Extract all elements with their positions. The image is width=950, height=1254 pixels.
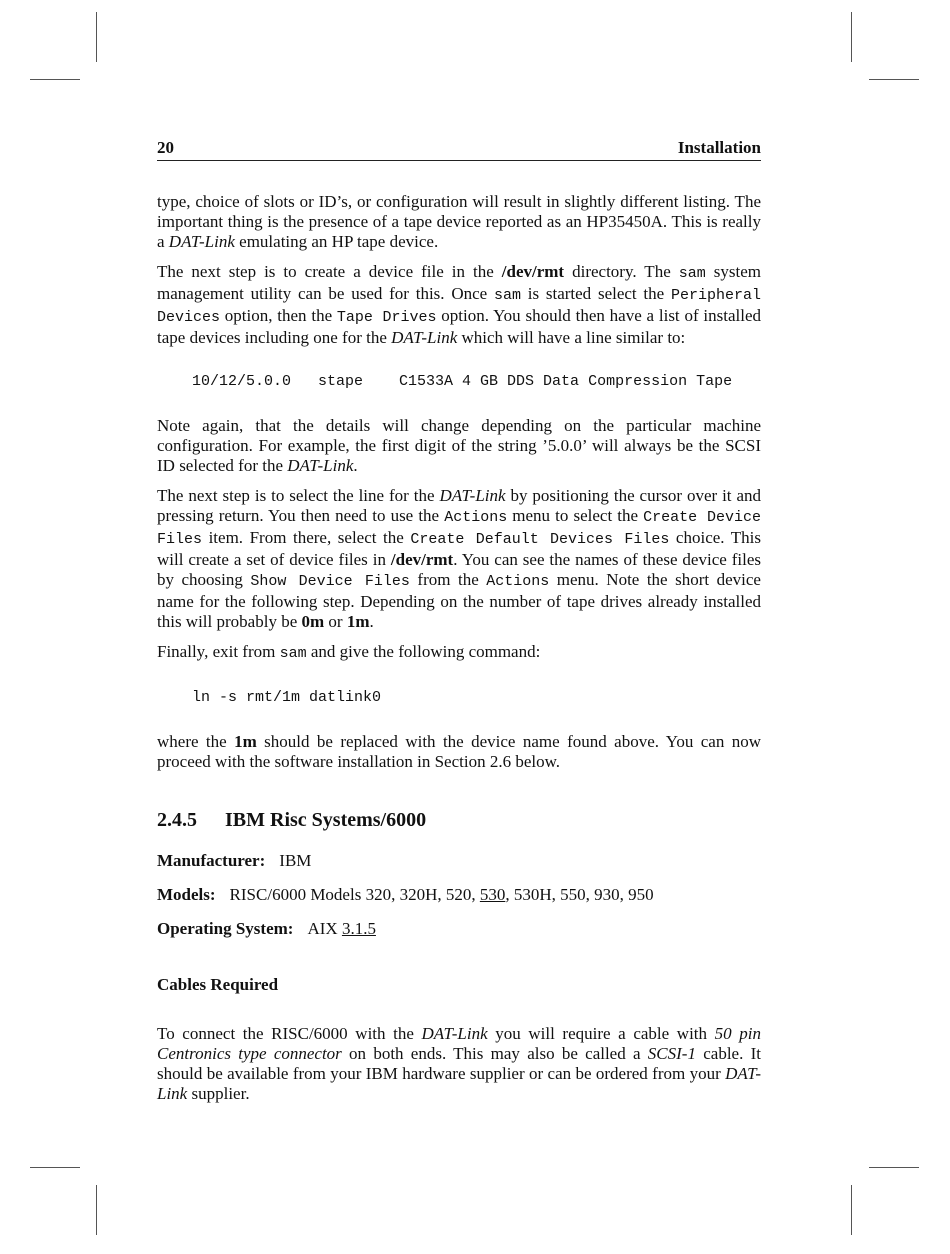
crop-mark bbox=[851, 1185, 852, 1235]
running-header bbox=[157, 138, 761, 161]
paragraph: Finally, exit from sam and give the following command: bbox=[157, 642, 541, 662]
crop-mark bbox=[30, 1167, 80, 1168]
code-block: ln -s rmt/1m datlink0 bbox=[192, 689, 382, 706]
chapter-title: Installation bbox=[677, 138, 761, 157]
manufacturer-field: Manufacturer: IBM bbox=[157, 851, 312, 870]
paragraph: where the 1m should be replaced with the device name found above. You can now proceed with the software installation in Section 2.6 below. bbox=[157, 732, 761, 771]
crop-mark bbox=[96, 1185, 97, 1235]
paragraph: The next step is to create a device file in the /dev/rmt directory. The sam system management utility can be used for this. Once sam is started select the Peripheral Devices option, then the Tape Drives option. You should then have a list of installed tape devices including one for the DAT-Link which will have a line similar to: bbox=[157, 262, 761, 347]
paragraph: The next step is to select the line for the DAT-Link by positioning the cursor over it and pressing return. You then need to use the Actions menu to select the Create Device Files item. From there, select the Create Default Devices Files choice. This will create a set of device files in /dev/rmt. You can see the names of these device files by choosing Show Device Files from the Actions menu. Note the short device name for the following step. Depending on the number of tape drives already installed this will probably be 0m or 1m. bbox=[157, 486, 762, 631]
page-number: 20 bbox=[157, 138, 174, 157]
page-body bbox=[157, 138, 761, 1114]
paragraph: To connect the RISC/6000 with the DAT-Link you will require a cable with 50 pin Centronics type connector on both ends. This may also be called a SCSI-1 cable. It should be available from your IBM hardware supplier or can be ordered from your DAT-Link supplier. bbox=[157, 1024, 761, 1103]
crop-mark bbox=[851, 12, 852, 62]
subsection-heading: Cables Required bbox=[157, 975, 279, 994]
code-block: 10/12/5.0.0 stape C1533A 4 GB DDS Data Compression Tape bbox=[192, 373, 733, 390]
models-field: Models: RISC/6000 Models 320, 320H, 520, 530, 530H, 550, 930, 950 bbox=[157, 885, 654, 904]
crop-mark bbox=[96, 12, 97, 62]
crop-mark bbox=[869, 79, 919, 80]
os-field: Operating System: AIX 3.1.5 bbox=[157, 919, 376, 938]
section-heading: 2.4.5 IBM Risc Systems/6000 bbox=[157, 809, 427, 831]
paragraph: Note again, that the details will change depending on the particular machine configuration. For example, the first digit of the string ’5.0.0’ will always be the SCSI ID selected for the DAT-Link. bbox=[157, 416, 761, 475]
paragraph: type, choice of slots or ID’s, or configuration will result in slightly different listing. The important thing is the presence of a tape device reported as an HP35450A. This is really a DAT-Link emulating an HP tape device. bbox=[157, 192, 761, 251]
crop-mark bbox=[869, 1167, 919, 1168]
crop-mark bbox=[30, 79, 80, 80]
